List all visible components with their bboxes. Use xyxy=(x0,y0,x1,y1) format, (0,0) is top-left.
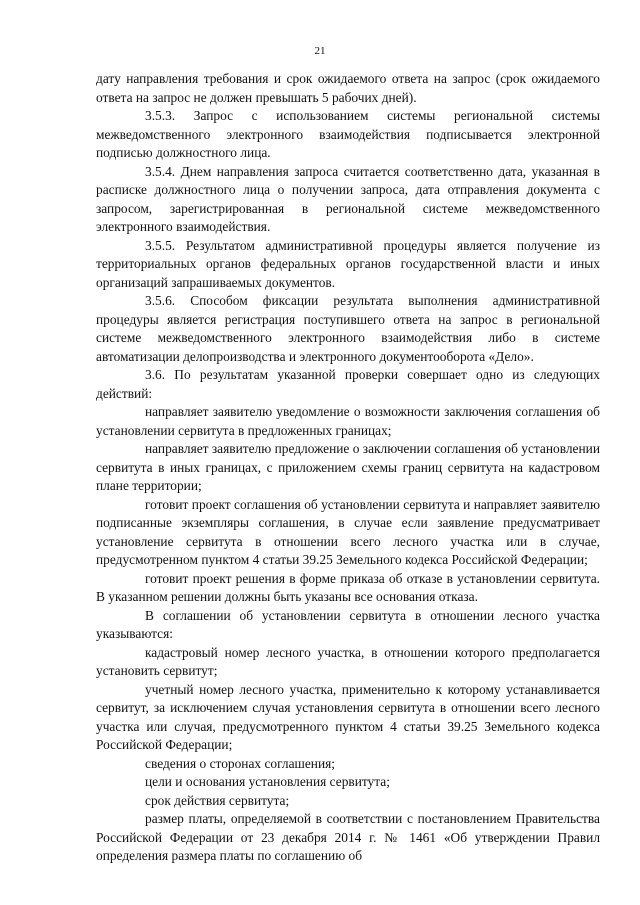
paragraph: цели и основания установления сервитута; xyxy=(145,774,390,789)
paragraph: готовит проект решения в форме приказа об отказе в установлении сервитута. В указанном решении должны быть указаны все основания отказа. xyxy=(96,570,600,604)
paragraph: дату направления требования и срок ожидаемого ответа на запрос (срок ожидаемого ответа на запрос не должен превышать 5 рабочих дней). xyxy=(96,71,600,105)
paragraph: направляет заявителю предложение о заключении соглашения об установлении сервитута в иных границах, с приложением схемы границ сервитута на кадастровом плане территории; xyxy=(96,441,600,493)
paragraph: 3.6. По результатам указанной проверки совершает одно из следующих действий: xyxy=(96,367,600,401)
paragraph: В соглашении об установлении сервитута в отношении лесного участка указываются: xyxy=(96,607,600,641)
paragraph: 3.5.6. Способом фиксации результата выполнения административной процедуры является регистрация поступившего ответа на запрос в региональной системе межведомственного электронного взаимодействия либо в системе автоматизации делопроизводства и электронного документооборота «Дело». xyxy=(96,293,600,364)
paragraph: направляет заявителю уведомление о возможности заключения соглашения об установлении сервитута в предложенных границах; xyxy=(96,404,600,438)
paragraph: 3.5.5. Результатом административной процедуры является получение из территориальных органов федеральных органов государственной власти и иных организаций запрашиваемых документов. xyxy=(96,237,600,290)
paragraph: сведения о сторонах соглашения; xyxy=(145,755,335,771)
paragraph: 3.5.4. Днем направления запроса считается соответственно дата, указанная в расписке должностного лица о получении запроса, дата отправления документа с запросом, зарегистрированная в региональной системе межведомственного электронного взаимодействия. xyxy=(96,163,600,234)
document-body xyxy=(96,70,600,866)
paragraph: учетный номер лесного участка, применительно к которому устанавливается сервитут, за исключением случая установления сервитута в отношении всего лесного участка или случая, предусмотренного пунктом 4 статьи 39.25 Земельного кодекса Российской Федерации; xyxy=(96,681,600,752)
page-number: 21 xyxy=(314,45,326,57)
paragraph: срок действия сервитута; xyxy=(145,792,290,808)
paragraph: 3.5.3. Запрос с использованием системы региональной системы межведомственного электронного взаимодействия подписывается электронной подписью должностного лица. xyxy=(96,108,600,160)
paragraph: кадастровый номер лесного участка, в отношении которого предполагается установить сервитут; xyxy=(96,644,600,678)
paragraph: готовит проект соглашения об установлении сервитута и направляет заявителю подписанные экземпляры соглашения, в случае если заявление предусматривает установление сервитута в отношении всего лесного участка или в случае, предусмотренном пунктом 4 статьи 39.25 Земельного кодекса Российской Федерации; xyxy=(96,496,600,567)
paragraph: размер платы, определяемой в соответствии с постановлением Правительства Российской Федерации от 23 декабря 2014 г. № 1461 «Об утверждении Правил определения размера платы по соглашению об xyxy=(96,811,600,863)
